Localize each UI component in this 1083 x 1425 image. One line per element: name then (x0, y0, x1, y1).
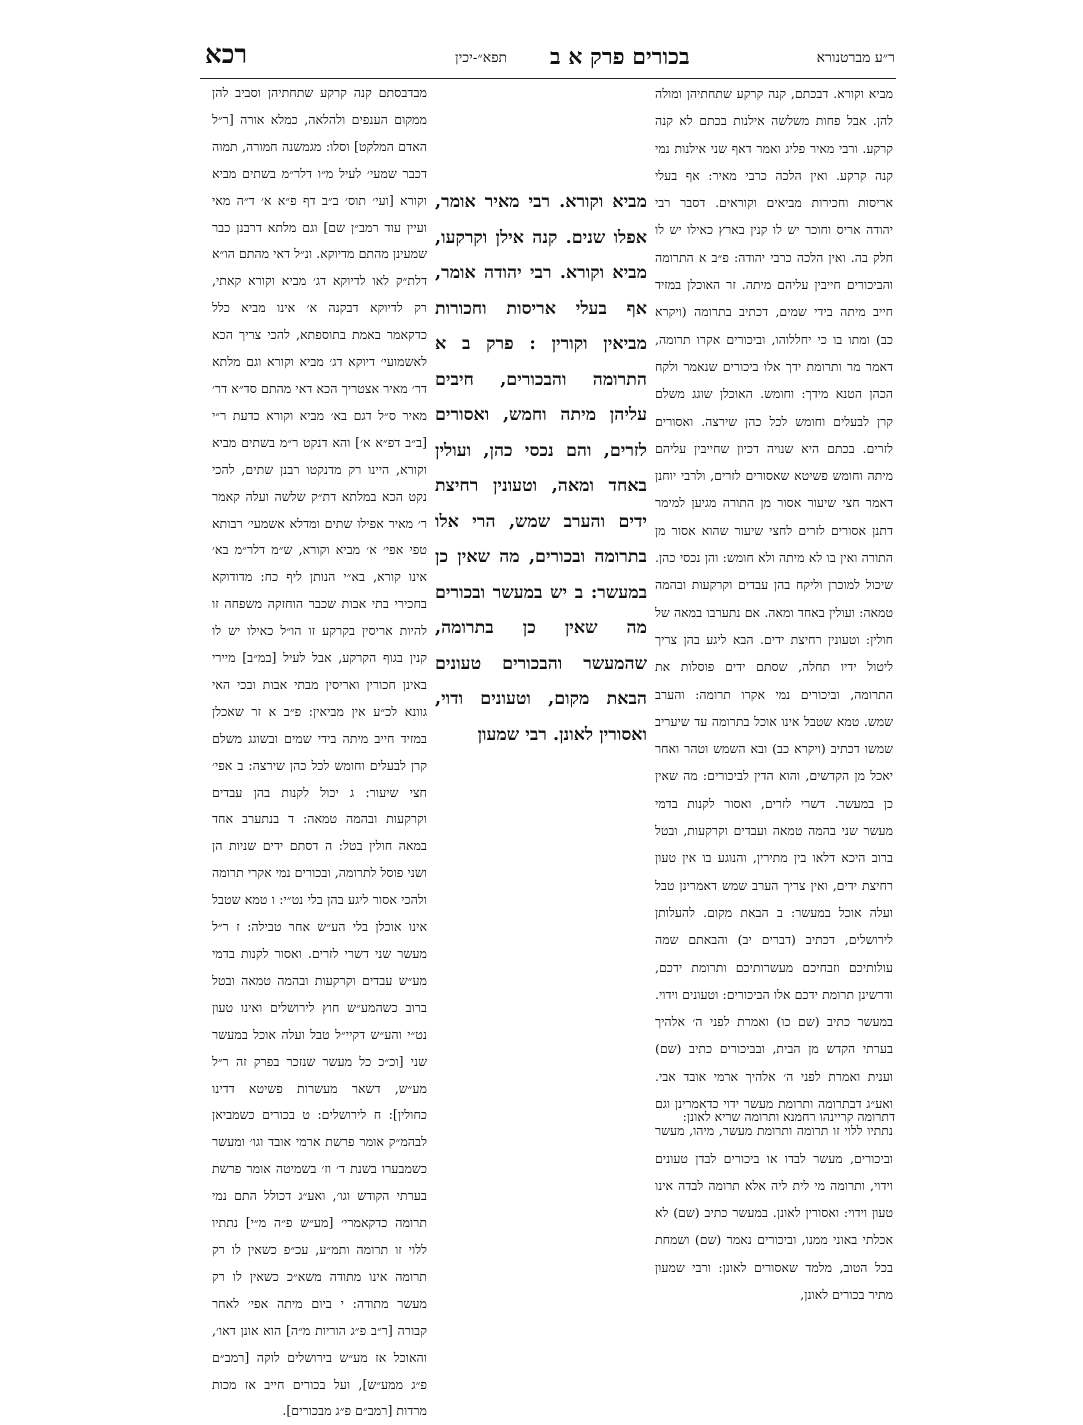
mishnah-column (435, 185, 647, 745)
page-number: רכא (205, 40, 248, 70)
mishnah-text: מביא וקורא. רבי מאיר אומר, אפלו שנים. קנה אילן וקרקעו, מביא וקורא. רבי יהודה אומר, אף בעלי אריסות וחכורות מביאין וקורין : פרק ב א התרומה והבכורים, חיבים עליהן מיתה וחמש, ואסורים לזרים, והם נכסי כהן, ועולין באחד ומאה, וטעונין רחיצת ידים והערב שמש, הרי אלו בתרומה ובכורים, מה שאין כן במעשר: ב יש במעשר ובכורים מה שאין כן בתרומה, שהמעשר והבכורים טעונים הבאת מקום, וטעונים ודוי, ואסורין לאונן. רבי שמעון (435, 192, 647, 745)
bartenura-footer (600, 1103, 895, 1163)
bartenura-footer-text: דתרומה קריינהו רחמנא ותרומה שריא לאונן: (682, 1109, 895, 1124)
header-year: תפא״-יכין (455, 50, 508, 66)
tosafot-text: מבדבסתם קנה קרקע שתחתיהן וסביב להן ממקום הענפים ולהלאה, כמלא אורה [ר״ל האדם המלקט] וסלו: מגמשנה חמורה, תמוה דכבר שמעי׳ לעיל מ״ו דלר״מ בשתים מביא וקורא [ועי׳ תוס׳ ב״ב דף פ״א א׳ ד״ה מאי ועיין עוד רמב״ן שם] וגם מלתא דרבנן כבר שמעינן מהתם מדיוקא. ונ״ל דאי מהתם הו״א דלת״ק לאו לדיוקא דג׳ מביא וקורא קאתי, רק לדיוקא דבקנה א׳ אינו מביא כלל כדקאמר באמת בתוספתא, להכי צריך הכא לאשמועי׳ דיוקא דג׳ מביא וקורא וגם מלתא דר׳ מאיר אצטריך הכא דאי מהתם סד״א דר׳ מאיר ס״ל דגם בא׳ מביא וקורא כדעת ר״י [ב״ב דפ״א א׳] והא דנקט ר״מ בשתים מביא וקורא, היינו רק מדנקטו רבנן שתים, להכי נקט הכא במלתא דת״ק שלשה ועלה קאמר ר׳ מאיר אפילו שתים ומדלא אשמעי׳ רבותא טפי אפי׳ א׳ מביא וקורא, ש״מ דלר״מ בא׳ אינו קורא, בא״י הנותן ליף כח: מדודוקא בחכירי בתי אבות שכבר הוחזקה משפחה זו להיות אריסין בקרקע זו הו״ל כאילו יש לו קנין בגוף הקרקע, אבל לעיל [במ״ב] מיירי באינן חכורין ואריסין מבתי אבות ובכי האי גוונא לכ״ע אין מביאין: פ״ב א זר שאכלן במזיד חייב מיתה בידי שמים ובשוגג משלם קרן לבעלים וחומש לכל כהן שירצה: ב אפי׳ חצי שיעור: ג יכול לקנות בהן עבדים וקרקעות ובהמה טמאה: ד בנתערב אחד במאה חולין בטל: ה דסתם ידים שניות הן ושני פוסל לתרומה, ובכורים נמי אקרי תרומה ולהכי אסור ליגע בהן בלי נט״י: ו טמא שטבל אינו אוכלן בלי הע״ש אחר טבילה: ז ר״ל מעשר שני דשרי לזרים. ואסור לקנות בדמי מע״ש עבדים וקרקעות ובהמה טמאה ובטל ברוב כשהמע״ש חוץ לירושלים ואינו טעון נט״י והע״ש דקיי״ל טבל ועלה אוכל במעשר שני [וכ״כ כל מעשר שנזכר בפרק זה ר״ל מע״ש, דשאר מעשרות פשיטא דדינו כחולין]: ח לירושלים: ט בכורים כשמביאן לבהמ״ק אומר פרשת ארמי אובד וגו׳ ומעשר כשמבערו בשנת ד׳ וז׳ בשמיטה אומר פרשת בערתי הקודש וגו׳, ואע״ג דכולל התם נמי תרומה כדקאמרי׳ [מע״ש פ״ה מ״י] נתתיו ללוי זו תרומה ותמ״ע, עכ״פ כשאין לו רק תרומה אינו מתודה משא״כ כשאין לו רק מעשר מתודה: י ביום מיתה אפי׳ לאחר קבורה [ר״ב פ״ג הוריות מ״ה] הוא אונן דאו׳, והאוכל אז מע״ש בירושלים לוקה [רמב״ם פ״ג ממע״ש], ועל בכורים חייב אז מכות מרדות [רמב״ם פ״ג מבכורים]. (212, 85, 427, 1419)
header-rule (200, 78, 896, 79)
commentary-title: ר״ע מברטנורא (816, 50, 895, 66)
running-header (205, 40, 895, 74)
tosafot-column (212, 80, 427, 1419)
bartenura-text: מביא וקורא. דבכתם, קנה קרקע שתחתיהן ומולה להן. אבל פחות משלשה אילנות בכתם לא קנה קרקע. ורבי מאיר פליג ואמר דאף שני אילנות נמי קנה קרקע. ואין הלכה כרבי מאיר: אף בעלי אריסות וחכירות מביאים וקוראים. דסבר רבי יהודה אריס וחוכר יש לו קנין בארץ כאילו יש לו חלק בה. ואין הלכה כרבי יהודה: פ״ב א התרומה והביכורים חייבין עליהם מיתה. זר האוכלן במזיד חייב מיתה בידי שמים, דכתיב בתרומה (ויקרא כב) ומתו בו כי יחללוהו, וביכורים אקרו תרומה, דאמר מר ותרומת ידך אלו ביכורים שנאמר ולקח הכהן הטנא מידך: וחומש. האוכלן שוגג משלם קרן לבעלים וחומש לכל כהן שירצה. ואסורים לזרים. בכתם היא שנויה דכיון שחייבין עליהם מיתה וחומש פשיטא שאסורים לזרים, ולרבי יוחנן דאמר חצי שיעור אסור מן התורה מגיען למימר דתנן אסורים לזרים לחצי שיעור שהוא אסור מן התורה ואין בו לא מיתה ולא חומש: והן נכסי כהן. שיכול למוכרן וליקח בהן עבדים וקרקעות ובהמה טמאה: ועולין באחד ומאה. אם נתערבו במאה של חולין: וטעונין רחיצת ידים. הבא ליגע בהן צריך ליטול ידיו תחלה, שסתם ידים פוסלות את התרומה, וביכורים נמי אקרו תרומה: והערב שמש. טמא שטבל אינו אוכל בתרומה עד שיעריב שמשו דכתיב (ויקרא כב) ובא השמש וטהר ואחר יאכל מן הקדשים, והוא הדין לביכורים: מה שאין כן במעשר. דשרי לזרים, ואסור לקנות בדמי מעשר שני בהמה טמאה ועבדים וקרקעות, ובטל ברוב היכא דלאו בין מתירין, והנוגע בו אין טעון רחיצת ידים, ואין צריך הערב שמש דאמרינן טבל ועלה אוכל במעשר: ב הבאת מקום. להעלותן לירושלים, דכתיב (דברים יב) והבאתם שמה עולותיכם וזבחיכם מעשרותיכם ותרומת ידכם, ודרשינן תרומת ידכם אלו הביכורים: וטעונים וידוי. במעשר כתיב (שם כו) ואמרת לפני ה׳ אלהיך בערתי הקדש מן הבית, ובביכורים כתיב (שם) וענית ואמרת לפני ה׳ אלהיך ארמי אובד אבי. ואע״ג דבתרומה ותרומת מעשר ידוי כדאמרינן וגם נתתיו ללוי זו תרומה ותרומת מעשר, מיהו, מעשר וביכורים, מעשר לבדו או ביכורים לבדן טעונים וידוי, ותרומה מי לית ליה אלא תרומה לבדה אינו טעון וידוי: ואסורין לאונן. במעשר כתיב (שם) לא אכלתי באוני ממנו, וביכורים נאמר (שם) ושמחת בכל הטוב, מלמד שאסורים לאונן: ורבי שמעון מתיר בכורים לאונן, (655, 86, 893, 1303)
tractate-title: בכורים פרק א ב (550, 44, 690, 70)
